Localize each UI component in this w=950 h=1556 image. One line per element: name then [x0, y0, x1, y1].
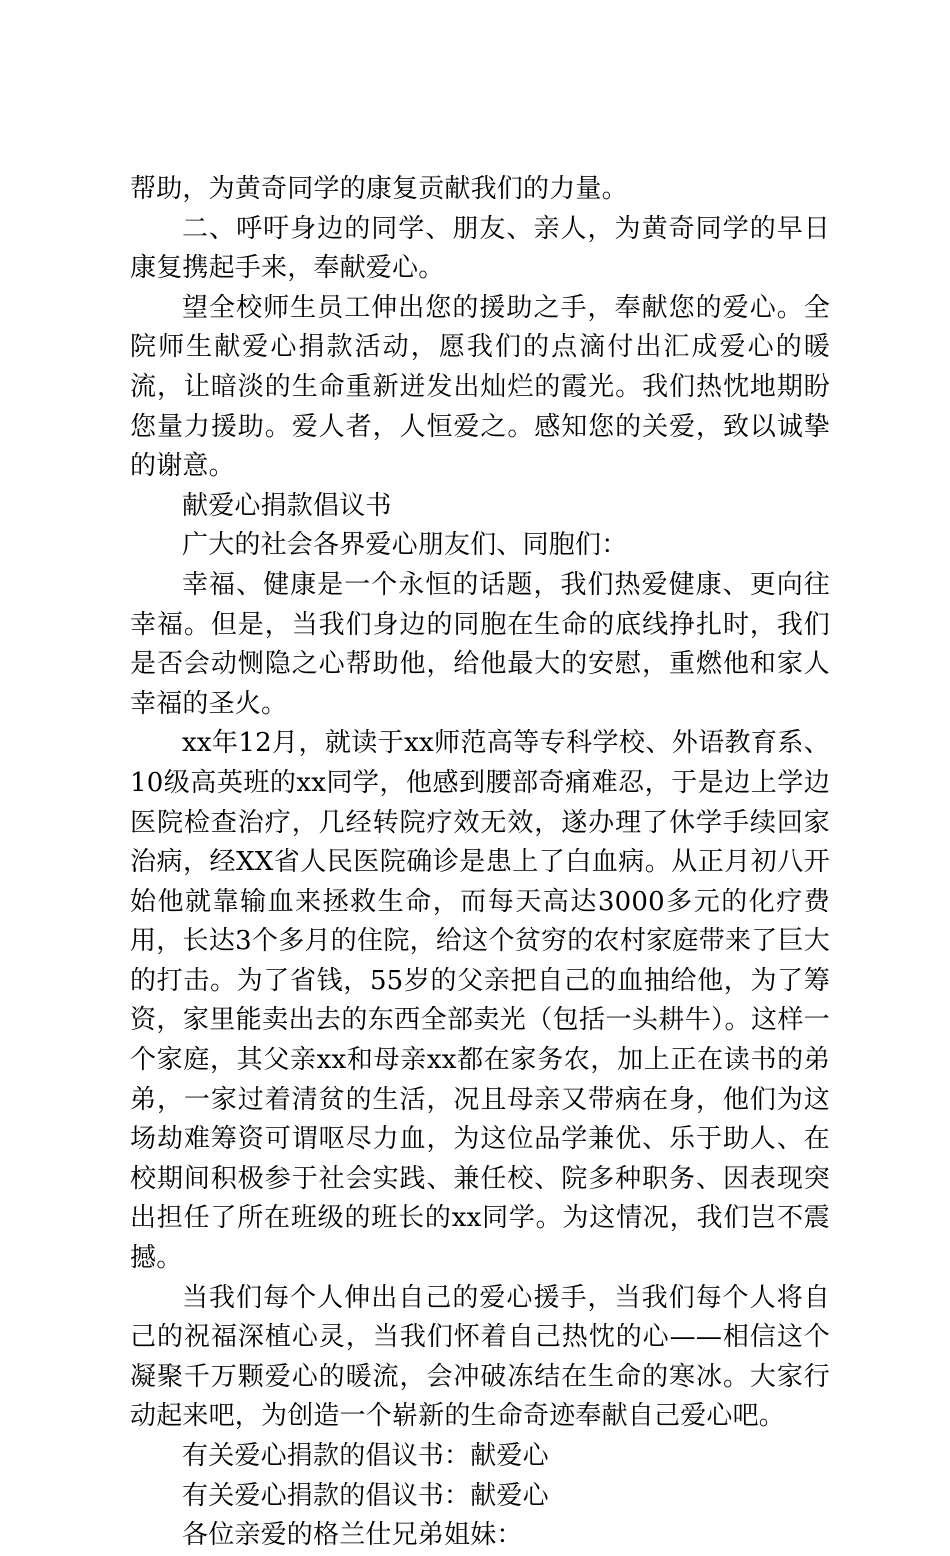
paragraph-appeal-two: 二、呼吁身边的同学、朋友、亲人，为黄奇同学的早日康复携起手来，奉献爱心。 — [130, 213, 830, 284]
paragraph-continuation: 帮助，为黄奇同学的康复贡献我们的力量。 — [130, 174, 628, 204]
salutation: 广大的社会各界爱心朋友们、同胞们： — [182, 530, 628, 561]
salutation-2: 各位亲爱的格兰仕兄弟姐妹： — [182, 1520, 523, 1551]
section-heading: 献爱心捐款倡议书 — [182, 490, 392, 521]
paragraph-intro: 幸福、健康是一个永恒的话题，我们热爱健康、更向往幸福。但是，当我们身边的同胞在生命的底线挣扎时，我们是否会动恻隐之心帮助他，给他最大的安慰，重燃他和家人幸福的圣火。 — [130, 569, 830, 719]
paragraph-closing: 当我们每个人伸出自己的爱心援手，当我们每个人将自己的祝福深植心灵，当我们怀着自己热忱的心——相信这个凝聚千万颗爱心的暖流，会冲破冻结在生命的寒冰。大家行动起来吧，为创造一个崭新的生命奇迹奉献自己爱心吧。 — [130, 1282, 830, 1432]
document-body — [130, 170, 830, 1556]
paragraph-story: xx年12月，就读于xx师范高等专科学校、外语教育系、10级高英班的xx同学，他感到腰部奇痛难忍，于是边上学边医院检查治疗，几经转院疗效无效，遂办理了休学手续回家治病，经XX省人民医院确诊是患上了白血病。从正月初八开始他就靠输血来拯救生命，而每天高达3000多元的化疗费用，长达3个多月的住院，给这个贫穷的农村家庭带来了巨大的打击。为了省钱，55岁的父亲把自己的血抽给他，为了筹资，家里能卖出去的东西全部卖光（包括一头耕牛）。这样一个家庭，其父亲xx和母亲xx都在家务农，加上正在读书的弟弟，一家过着清贫的生活，况且母亲又带病在身，他们为这场劫难筹资可谓呕尽力血，为这位品学兼优、乐于助人、在校期间积极参于社会实践、兼任校、院多种职务、因表现突出担任了所在班级的班长的xx同学。为这情况，我们岂不震撼。 — [130, 728, 830, 1274]
paragraph-call-to-staff: 望全校师生员工伸出您的援助之手，奉献您的爱心。全院师生献爱心捐款活动，愿我们的点滴付出汇成爱心的暖流，让暗淡的生命重新迸发出灿烂的霞光。我们热忱地期盼您量力援助。爱人者，人恒爱之。感知您的关爱，致以诚挚的谢意。 — [130, 292, 830, 482]
section-heading-2: 有关爱心捐款的倡议书：献爱心 — [182, 1441, 549, 1471]
section-heading-3: 有关爱心捐款的倡议书：献爱心 — [182, 1480, 549, 1511]
